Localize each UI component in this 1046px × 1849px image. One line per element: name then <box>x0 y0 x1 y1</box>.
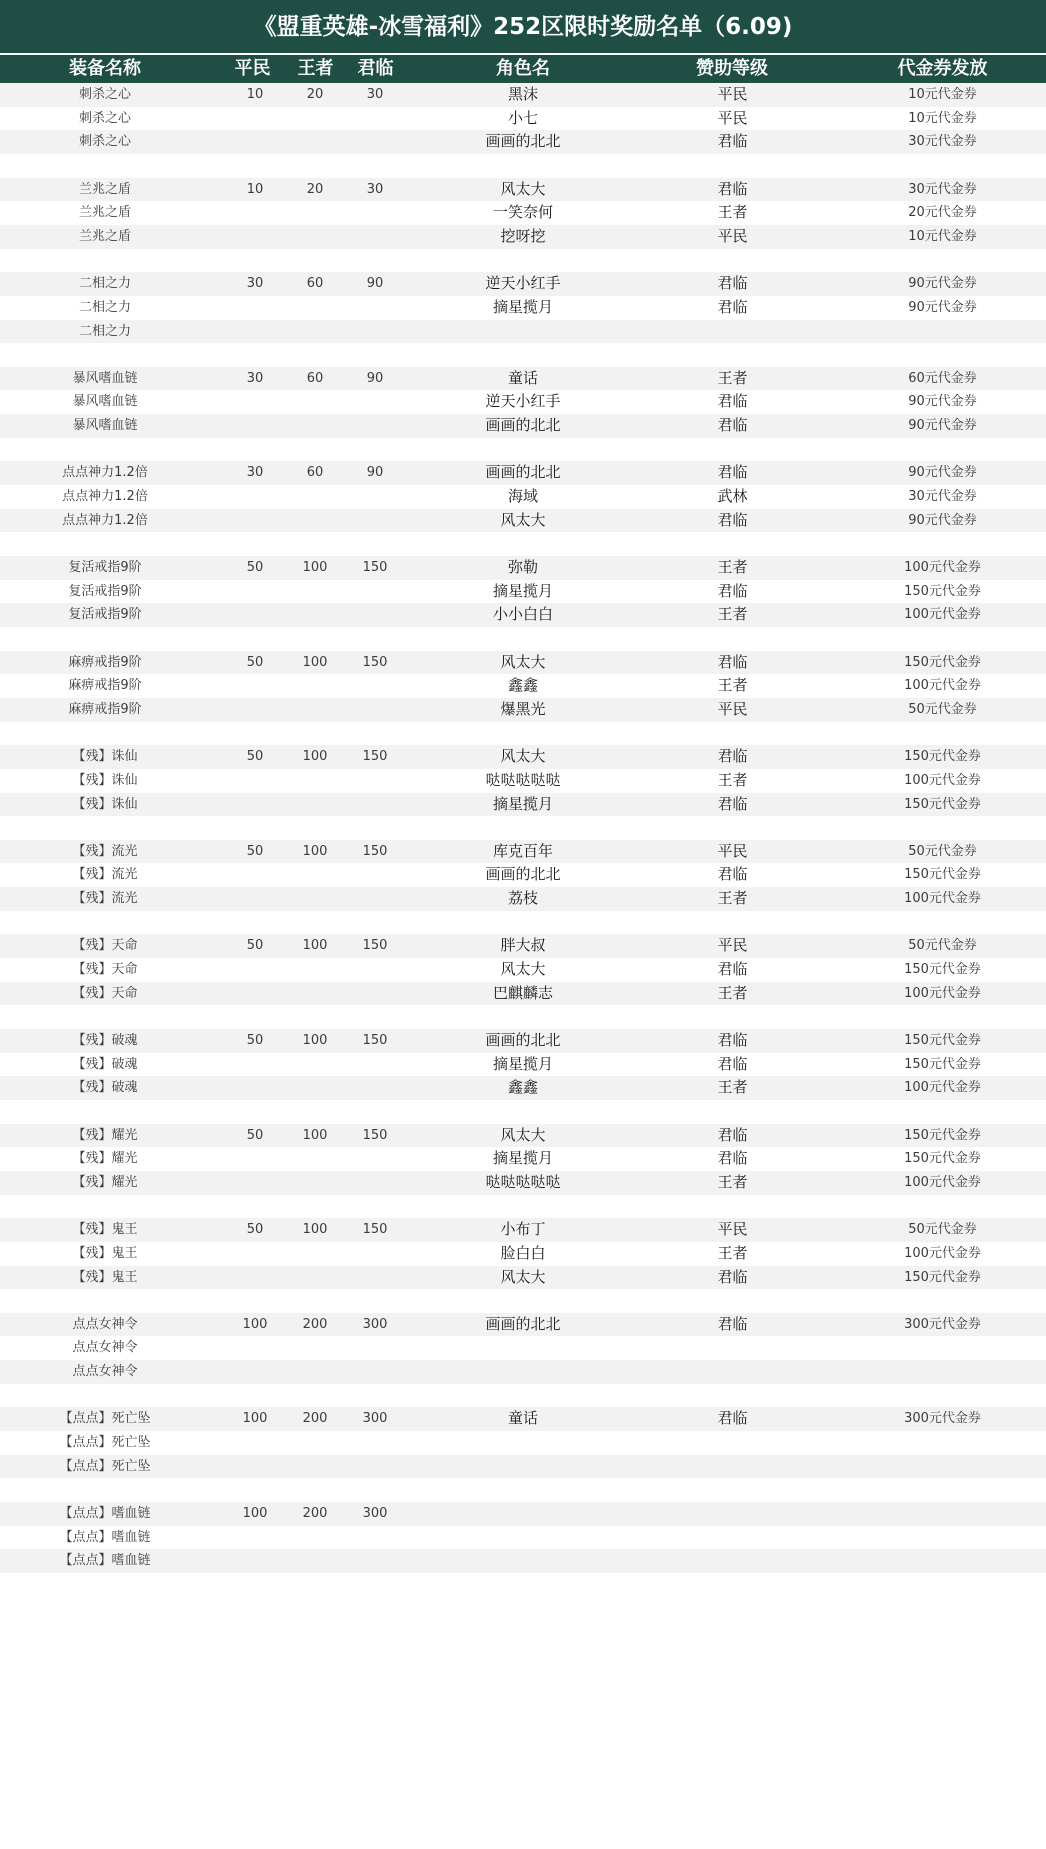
cell-equipment-name: 【残】鬼王 <box>72 1222 138 1238</box>
table-header <box>0 55 1046 83</box>
table-row <box>0 461 1046 485</box>
table-row <box>0 1478 1046 1502</box>
cell-sponsor-level: 平民 <box>717 108 748 127</box>
table-row <box>0 603 1046 627</box>
table-row <box>0 840 1046 864</box>
cell-role-name: 黑沫 <box>507 85 538 103</box>
table-row <box>0 674 1046 698</box>
cell-voucher-amount: 10元代金券 <box>908 228 977 244</box>
cell-role-name: 风太大 <box>500 960 546 979</box>
cell-voucher-amount: 100元代金券 <box>904 985 981 1001</box>
cell-pingmin-value: 50 <box>246 749 264 765</box>
cell-voucher-amount: 150元代金券 <box>904 1033 981 1048</box>
table-row <box>0 272 1046 296</box>
cell-voucher-amount: 30元代金券 <box>908 181 977 197</box>
cell-wangzhe-value: 20 <box>306 87 324 102</box>
table-row <box>0 982 1046 1006</box>
cell-equipment-name: 【残】天命 <box>72 938 138 954</box>
cell-role-name: 挖呀挖 <box>500 226 546 245</box>
cell-role-name: 风太大 <box>500 510 546 529</box>
cell-equipment-name: 麻痹戒指9阶 <box>68 678 142 694</box>
cell-pingmin-value: 50 <box>246 1222 264 1238</box>
table-row <box>0 698 1046 722</box>
cell-voucher-amount: 60元代金券 <box>908 370 977 386</box>
cell-role-name: 童话 <box>507 1409 538 1428</box>
cell-equipment-name: 【残】破魂 <box>72 1033 138 1048</box>
cell-junlin-value: 300 <box>362 1316 388 1332</box>
cell-sponsor-level: 平民 <box>717 841 748 860</box>
table-row <box>0 130 1046 154</box>
table-row <box>0 1266 1046 1290</box>
cell-voucher-amount: 90元代金券 <box>908 418 977 434</box>
cell-junlin-value: 150 <box>362 749 388 765</box>
cell-voucher-amount: 50元代金券 <box>908 701 977 717</box>
cell-equipment-name: 【残】诛仙 <box>72 796 138 812</box>
cell-equipment-name: 【残】鬼王 <box>72 1245 138 1261</box>
cell-sponsor-level: 王者 <box>717 558 748 576</box>
cell-sponsor-level: 君临 <box>717 1314 748 1333</box>
cell-equipment-name: 【残】天命 <box>72 962 138 978</box>
header-voucher: 代金券发放 <box>897 58 988 79</box>
table-row <box>0 1431 1046 1455</box>
cell-sponsor-level: 君临 <box>717 960 748 979</box>
table-row <box>0 1076 1046 1100</box>
table-row <box>0 816 1046 840</box>
cell-equipment-name: 【点点】死亡坠 <box>59 1411 151 1427</box>
cell-pingmin-value: 100 <box>242 1506 268 1521</box>
table-row <box>0 1455 1046 1479</box>
cell-sponsor-level: 君临 <box>717 392 748 411</box>
table-row <box>0 863 1046 887</box>
cell-sponsor-level: 君临 <box>717 274 748 293</box>
cell-sponsor-level: 君临 <box>717 1054 748 1073</box>
cell-voucher-amount: 150元代金券 <box>904 1056 981 1072</box>
cell-junlin-value: 150 <box>362 938 388 954</box>
cell-sponsor-level: 王者 <box>717 889 748 908</box>
cell-role-name: 鑫鑫 <box>507 676 538 695</box>
cell-equipment-name: 刺杀之心 <box>78 87 131 102</box>
table-row <box>0 556 1046 580</box>
header-junlin: 君临 <box>357 58 394 79</box>
cell-sponsor-level: 君临 <box>717 510 748 529</box>
cell-sponsor-level: 王者 <box>717 1172 748 1191</box>
table-row <box>0 1502 1046 1526</box>
cell-pingmin-value: 50 <box>246 843 264 859</box>
cell-sponsor-level: 平民 <box>717 1220 748 1239</box>
cell-equipment-name: 暴风嗜血链 <box>72 394 138 410</box>
cell-sponsor-level: 君临 <box>717 865 748 884</box>
cell-voucher-amount: 100元代金券 <box>904 891 981 907</box>
cell-role-name: 画画的北北 <box>485 1031 561 1049</box>
cell-sponsor-level: 王者 <box>717 368 748 387</box>
table-row <box>0 367 1046 391</box>
cell-voucher-amount: 100元代金券 <box>904 1080 981 1096</box>
cell-role-name: 风太大 <box>500 652 546 671</box>
page-title: 《盟重英雄-冰雪福利》252区限时奖励名单（6.09) <box>0 0 1046 55</box>
cell-role-name: 画画的北北 <box>485 132 561 151</box>
table-row <box>0 1218 1046 1242</box>
table-row <box>0 1124 1046 1148</box>
cell-voucher-amount: 300元代金券 <box>904 1316 981 1332</box>
cell-voucher-amount: 150元代金券 <box>904 867 981 883</box>
table-row <box>0 580 1046 604</box>
table-row <box>0 178 1046 202</box>
cell-wangzhe-value: 20 <box>306 181 324 197</box>
cell-wangzhe-value: 200 <box>302 1411 328 1427</box>
cell-equipment-name: 点点神力1.2倍 <box>62 489 148 505</box>
cell-voucher-amount: 100元代金券 <box>904 560 981 575</box>
cell-equipment-name: 【残】诛仙 <box>72 772 138 788</box>
table-row <box>0 1147 1046 1171</box>
table-row <box>0 1242 1046 1266</box>
cell-wangzhe-value: 200 <box>302 1506 328 1521</box>
cell-equipment-name: 点点女神令 <box>72 1364 138 1380</box>
cell-equipment-name: 刺杀之心 <box>78 110 131 126</box>
cell-junlin-value: 150 <box>362 1033 388 1048</box>
table-row <box>0 83 1046 107</box>
table-row <box>0 769 1046 793</box>
cell-voucher-amount: 150元代金券 <box>904 1127 981 1143</box>
cell-role-name: 脸白白 <box>500 1243 546 1262</box>
cell-voucher-amount: 100元代金券 <box>904 772 981 788</box>
cell-pingmin-value: 50 <box>246 560 264 575</box>
table-row <box>0 1526 1046 1550</box>
cell-equipment-name: 【点点】死亡坠 <box>59 1435 151 1451</box>
cell-equipment-name: 【残】破魂 <box>72 1056 138 1072</box>
table-row <box>0 509 1046 533</box>
table-row <box>0 343 1046 367</box>
cell-sponsor-level: 君临 <box>717 1031 748 1049</box>
cell-sponsor-level: 君临 <box>717 1409 748 1428</box>
cell-role-name: 逆天小红手 <box>485 392 561 411</box>
cell-pingmin-value: 30 <box>246 465 264 481</box>
cell-equipment-name: 【残】耀光 <box>72 1127 138 1143</box>
cell-pingmin-value: 50 <box>246 1033 264 1048</box>
cell-sponsor-level: 王者 <box>717 203 748 222</box>
cell-wangzhe-value: 200 <box>302 1316 328 1332</box>
cell-wangzhe-value: 100 <box>302 1033 328 1048</box>
cell-role-name: 摘星揽月 <box>492 1054 553 1073</box>
cell-equipment-name: 二相之力 <box>78 276 131 292</box>
cell-sponsor-level: 平民 <box>717 936 748 955</box>
cell-equipment-name: 【残】破魂 <box>72 1080 138 1096</box>
cell-pingmin-value: 100 <box>242 1411 268 1427</box>
table-row <box>0 249 1046 273</box>
cell-role-name: 逆天小红手 <box>485 274 561 293</box>
cell-equipment-name: 点点神力1.2倍 <box>62 465 148 481</box>
cell-role-name: 画画的北北 <box>485 416 561 435</box>
cell-role-name: 海域 <box>507 487 538 506</box>
cell-equipment-name: 【点点】嗜血链 <box>59 1529 151 1545</box>
table-row <box>0 745 1046 769</box>
cell-role-name: 弥勒 <box>507 558 538 576</box>
cell-equipment-name: 点点神力1.2倍 <box>62 512 148 528</box>
cell-junlin-value: 30 <box>366 181 384 197</box>
cell-wangzhe-value: 100 <box>302 749 328 765</box>
cell-sponsor-level: 王者 <box>717 1243 748 1262</box>
cell-voucher-amount: 30元代金券 <box>908 489 977 505</box>
table-row <box>0 225 1046 249</box>
cell-sponsor-level: 君临 <box>717 1149 748 1168</box>
cell-sponsor-level: 平民 <box>717 699 748 718</box>
cell-role-name: 小小白白 <box>492 605 553 624</box>
cell-wangzhe-value: 100 <box>302 938 328 954</box>
table-row <box>0 438 1046 462</box>
cell-equipment-name: 复活戒指9阶 <box>68 560 142 575</box>
table-row <box>0 320 1046 344</box>
cell-pingmin-value: 100 <box>242 1316 268 1332</box>
cell-voucher-amount: 150元代金券 <box>904 1269 981 1285</box>
cell-wangzhe-value: 100 <box>302 560 328 575</box>
table-row <box>0 1360 1046 1384</box>
cell-voucher-amount: 10元代金券 <box>908 110 977 126</box>
cell-sponsor-level: 君临 <box>717 1267 748 1286</box>
table-row <box>0 793 1046 817</box>
cell-voucher-amount: 50元代金券 <box>908 938 977 954</box>
cell-pingmin-value: 30 <box>246 370 264 386</box>
cell-wangzhe-value: 60 <box>306 276 324 292</box>
cell-voucher-amount: 50元代金券 <box>908 1222 977 1238</box>
cell-role-name: 库克百年 <box>492 841 553 860</box>
cell-equipment-name: 【残】天命 <box>72 985 138 1001</box>
cell-role-name: 巴麒麟志 <box>492 983 553 1002</box>
cell-wangzhe-value: 60 <box>306 370 324 386</box>
cell-voucher-amount: 150元代金券 <box>904 583 981 599</box>
cell-junlin-value: 90 <box>366 370 384 386</box>
cell-sponsor-level: 武林 <box>717 487 748 506</box>
cell-voucher-amount: 90元代金券 <box>908 276 977 292</box>
table-row <box>0 911 1046 935</box>
cell-equipment-name: 二相之力 <box>78 323 131 339</box>
cell-sponsor-level: 君临 <box>717 652 748 671</box>
cell-role-name: 胖大叔 <box>500 936 546 955</box>
cell-pingmin-value: 10 <box>246 87 264 102</box>
cell-equipment-name: 【残】流光 <box>72 891 138 907</box>
cell-equipment-name: 兰兆之盾 <box>78 228 131 244</box>
cell-equipment-name: 【残】耀光 <box>72 1174 138 1190</box>
cell-pingmin-value: 50 <box>246 1127 264 1143</box>
table-row <box>0 485 1046 509</box>
cell-junlin-value: 150 <box>362 654 388 670</box>
header-pingmin: 平民 <box>234 58 271 79</box>
cell-junlin-value: 150 <box>362 560 388 575</box>
cell-role-name: 摘星揽月 <box>492 1149 553 1168</box>
cell-sponsor-level: 君临 <box>717 132 748 151</box>
cell-sponsor-level: 君临 <box>717 297 748 316</box>
cell-role-name: 画画的北北 <box>485 865 561 884</box>
cell-equipment-name: 二相之力 <box>78 299 131 315</box>
cell-voucher-amount: 150元代金券 <box>904 796 981 812</box>
cell-junlin-value: 150 <box>362 1222 388 1238</box>
cell-role-name: 哒哒哒哒哒 <box>485 1172 561 1191</box>
header-role-name: 角色名 <box>496 58 550 79</box>
table-row <box>0 154 1046 178</box>
cell-pingmin-value: 50 <box>246 938 264 954</box>
cell-sponsor-level: 君临 <box>717 1125 748 1144</box>
cell-voucher-amount: 100元代金券 <box>904 607 981 623</box>
cell-role-name: 鑫鑫 <box>507 1078 538 1097</box>
table-row <box>0 414 1046 438</box>
cell-sponsor-level: 君临 <box>717 794 748 813</box>
cell-wangzhe-value: 60 <box>306 465 324 481</box>
cell-junlin-value: 300 <box>362 1506 388 1521</box>
table-row <box>0 1100 1046 1124</box>
cell-sponsor-level: 君临 <box>717 463 748 482</box>
cell-role-name: 风太大 <box>500 179 546 198</box>
table-row <box>0 296 1046 320</box>
cell-voucher-amount: 100元代金券 <box>904 678 981 694</box>
cell-junlin-value: 150 <box>362 1127 388 1143</box>
cell-sponsor-level: 君临 <box>717 179 748 198</box>
cell-pingmin-value: 30 <box>246 276 264 292</box>
cell-sponsor-level: 王者 <box>717 770 748 789</box>
cell-wangzhe-value: 100 <box>302 1222 328 1238</box>
cell-wangzhe-value: 100 <box>302 1127 328 1143</box>
cell-voucher-amount: 150元代金券 <box>904 1151 981 1167</box>
table-row <box>0 390 1046 414</box>
table-row <box>0 1549 1046 1573</box>
cell-role-name: 风太大 <box>500 1125 546 1144</box>
table-row <box>0 722 1046 746</box>
cell-sponsor-level: 王者 <box>717 605 748 624</box>
cell-role-name: 摘星揽月 <box>492 297 553 316</box>
cell-equipment-name: 点点女神令 <box>72 1340 138 1356</box>
cell-sponsor-level: 君临 <box>717 416 748 435</box>
cell-voucher-amount: 100元代金券 <box>904 1245 981 1261</box>
cell-equipment-name: 麻痹戒指9阶 <box>68 654 142 670</box>
cell-role-name: 童话 <box>507 368 538 387</box>
cell-equipment-name: 【残】流光 <box>72 843 138 859</box>
table-row <box>0 887 1046 911</box>
cell-sponsor-level: 君临 <box>717 747 748 766</box>
table-row <box>0 1195 1046 1219</box>
cell-wangzhe-value: 100 <box>302 654 328 670</box>
cell-equipment-name: 【点点】嗜血链 <box>59 1553 151 1569</box>
cell-role-name: 爆黑光 <box>500 699 546 718</box>
table-row <box>0 651 1046 675</box>
cell-role-name: 风太大 <box>500 747 546 766</box>
cell-junlin-value: 150 <box>362 843 388 859</box>
cell-pingmin-value: 50 <box>246 654 264 670</box>
cell-junlin-value: 90 <box>366 465 384 481</box>
table-row <box>0 1005 1046 1029</box>
cell-equipment-name: 暴风嗜血链 <box>72 370 138 386</box>
cell-equipment-name: 兰兆之盾 <box>78 181 131 197</box>
table-row <box>0 934 1046 958</box>
header-wangzhe: 王者 <box>297 58 334 79</box>
cell-voucher-amount: 150元代金券 <box>904 749 981 765</box>
cell-voucher-amount: 10元代金券 <box>908 87 977 102</box>
cell-voucher-amount: 100元代金券 <box>904 1174 981 1190</box>
cell-equipment-name: 麻痹戒指9阶 <box>68 701 142 717</box>
table-row <box>0 1336 1046 1360</box>
cell-pingmin-value: 10 <box>246 181 264 197</box>
table-row <box>0 1053 1046 1077</box>
cell-equipment-name: 点点女神令 <box>72 1316 138 1332</box>
table-row <box>0 1313 1046 1337</box>
cell-wangzhe-value: 100 <box>302 843 328 859</box>
cell-role-name: 小布丁 <box>500 1220 546 1239</box>
cell-equipment-name: 【残】诛仙 <box>72 749 138 765</box>
cell-equipment-name: 【残】鬼王 <box>72 1269 138 1285</box>
table-row <box>0 1407 1046 1431</box>
table-row <box>0 627 1046 651</box>
cell-voucher-amount: 90元代金券 <box>908 299 977 315</box>
cell-junlin-value: 90 <box>366 276 384 292</box>
table-row <box>0 107 1046 131</box>
cell-role-name: 摘星揽月 <box>492 581 553 600</box>
cell-junlin-value: 300 <box>362 1411 388 1427</box>
cell-voucher-amount: 50元代金券 <box>908 843 977 859</box>
cell-sponsor-level: 君临 <box>717 581 748 600</box>
header-equipment-name: 装备名称 <box>69 58 141 79</box>
table-row <box>0 532 1046 556</box>
cell-sponsor-level: 王者 <box>717 676 748 695</box>
cell-equipment-name: 【点点】嗜血链 <box>59 1506 151 1521</box>
cell-equipment-name: 【点点】死亡坠 <box>59 1458 151 1474</box>
cell-role-name: 摘星揽月 <box>492 794 553 813</box>
cell-junlin-value: 30 <box>366 87 384 102</box>
cell-sponsor-level: 平民 <box>717 226 748 245</box>
cell-role-name: 一笑奈何 <box>492 203 553 222</box>
cell-equipment-name: 【残】耀光 <box>72 1151 138 1167</box>
cell-equipment-name: 复活戒指9阶 <box>68 607 142 623</box>
cell-sponsor-level: 王者 <box>717 1078 748 1097</box>
cell-role-name: 哒哒哒哒哒 <box>485 770 561 789</box>
header-sponsor-level: 赞助等级 <box>696 58 768 79</box>
cell-equipment-name: 刺杀之心 <box>78 134 131 150</box>
cell-role-name: 小七 <box>507 108 538 127</box>
cell-voucher-amount: 300元代金券 <box>904 1411 981 1427</box>
cell-equipment-name: 兰兆之盾 <box>78 205 131 221</box>
table-row <box>0 1171 1046 1195</box>
cell-role-name: 荔枝 <box>507 889 538 908</box>
cell-voucher-amount: 90元代金券 <box>908 512 977 528</box>
cell-equipment-name: 复活戒指9阶 <box>68 583 142 599</box>
cell-role-name: 画画的北北 <box>485 1314 561 1333</box>
cell-role-name: 风太大 <box>500 1267 546 1286</box>
cell-role-name: 画画的北北 <box>485 463 561 482</box>
cell-voucher-amount: 20元代金券 <box>908 205 977 221</box>
cell-voucher-amount: 90元代金券 <box>908 465 977 481</box>
cell-voucher-amount: 150元代金券 <box>904 962 981 978</box>
cell-voucher-amount: 90元代金券 <box>908 394 977 410</box>
cell-equipment-name: 暴风嗜血链 <box>72 418 138 434</box>
table-row <box>0 1289 1046 1313</box>
cell-voucher-amount: 30元代金券 <box>908 134 977 150</box>
cell-sponsor-level: 平民 <box>717 85 748 103</box>
table-row <box>0 201 1046 225</box>
table-row <box>0 1384 1046 1408</box>
cell-voucher-amount: 150元代金券 <box>904 654 981 670</box>
cell-equipment-name: 【残】流光 <box>72 867 138 883</box>
cell-sponsor-level: 王者 <box>717 983 748 1002</box>
table-row <box>0 1029 1046 1053</box>
table-row <box>0 958 1046 982</box>
